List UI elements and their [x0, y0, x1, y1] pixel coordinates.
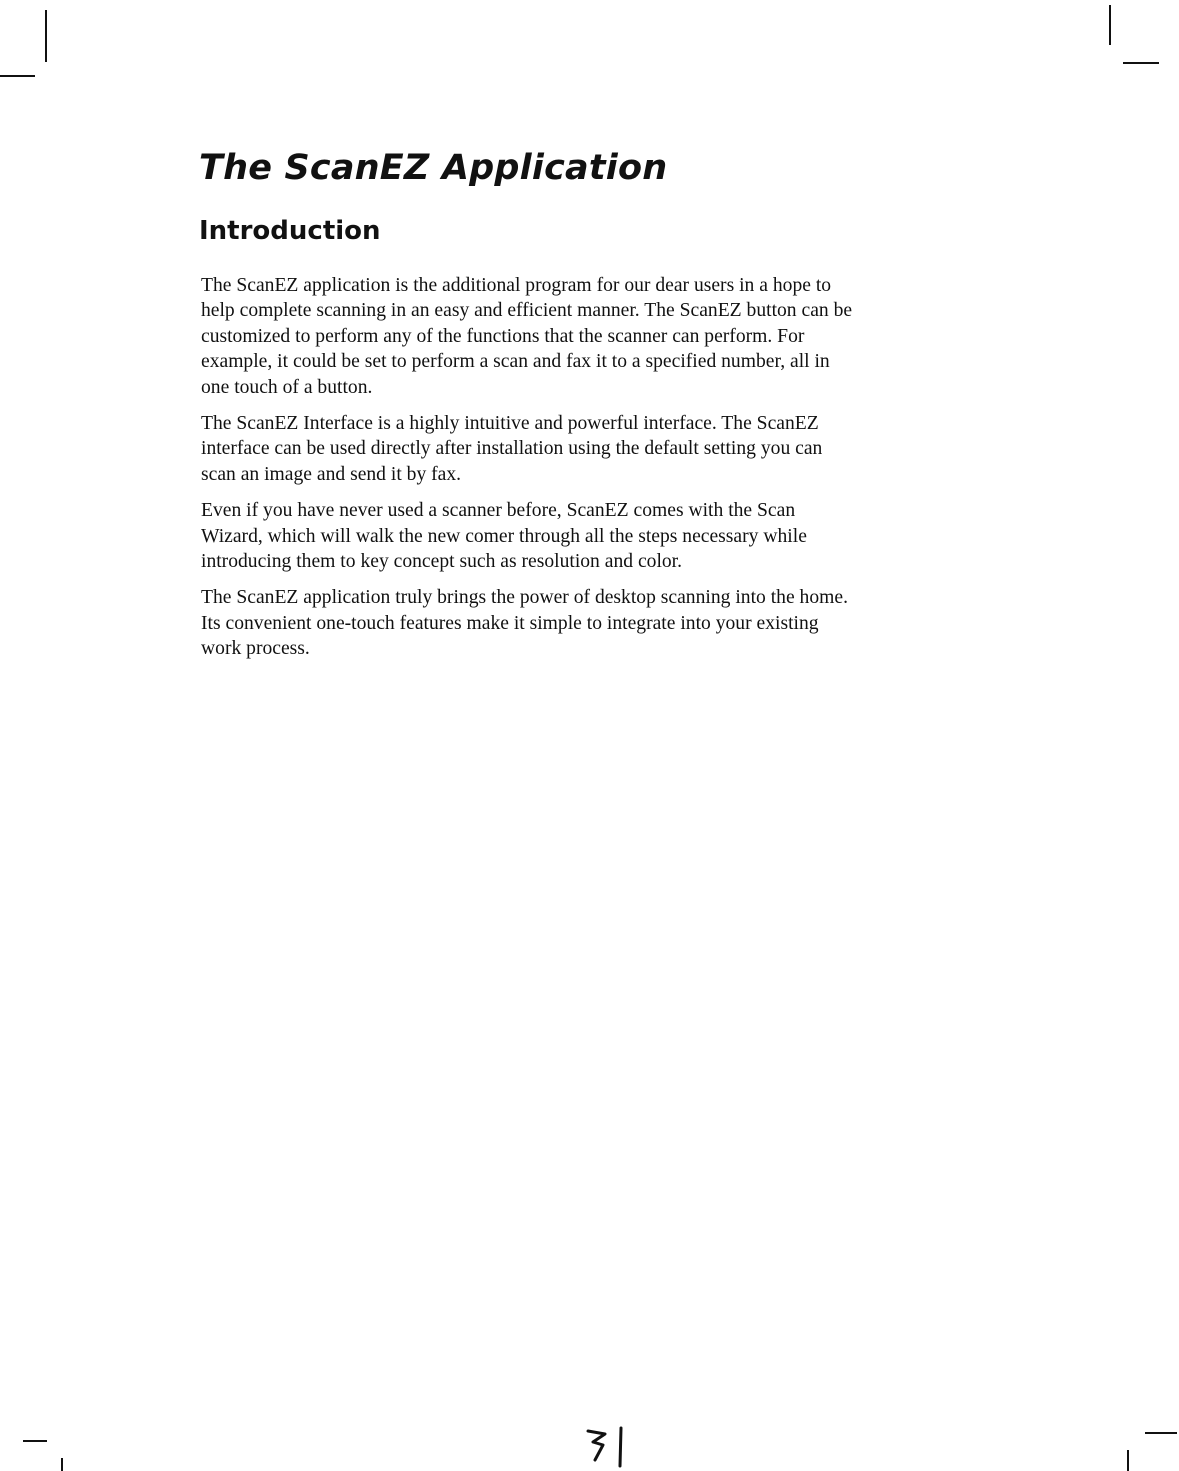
text-line: Wizard, which will walk the new comer through all the steps necessary while [201, 525, 807, 547]
text-line: customized to perform any of the functions that the scanner can perform. For [201, 325, 805, 347]
text-line: interface can be used directly after installation using the default setting you can [201, 438, 823, 460]
text-line: Even if you have never used a scanner before, ScanEZ comes with the Scan [201, 500, 796, 522]
paragraph-2 [201, 411, 981, 487]
text-line: Its convenient one-touch features make it simple to integrate into your existing [201, 612, 819, 634]
text-line: one touch of a button. [201, 376, 373, 398]
handwritten-page-number [583, 1420, 643, 1470]
paragraph-1 [201, 273, 981, 400]
crop-mark-top-left-horizontal [0, 75, 35, 77]
crop-mark-bottom-right-vertical [1127, 1450, 1129, 1471]
body-text [201, 273, 981, 673]
text-line: introducing them to key concept such as resolution and color. [201, 551, 683, 573]
text-line: work process. [201, 638, 310, 660]
text-line: The ScanEZ application truly brings the power of desktop scanning into the home. [201, 587, 848, 609]
text-line: The ScanEZ application is the additional program for our dear users in a hope to [201, 275, 832, 296]
crop-mark-top-left-vertical [45, 10, 47, 62]
text-line: The ScanEZ Interface is a highly intuitive and powerful interface. The ScanEZ [201, 413, 819, 435]
text-line: scan an image and send it by fax. [201, 463, 462, 485]
crop-mark-bottom-left-horizontal [23, 1440, 47, 1442]
paragraph-3 [201, 498, 981, 574]
page-title: The ScanEZ Application [199, 148, 668, 188]
crop-mark-top-right-vertical [1109, 5, 1111, 45]
text-line: help complete scanning in an easy and efficient manner. The ScanEZ button can be [201, 300, 853, 322]
crop-mark-top-right-horizontal [1123, 62, 1159, 64]
crop-mark-bottom-left-vertical [61, 1458, 63, 1471]
section-heading: Introduction [199, 216, 381, 246]
paragraph-4 [201, 585, 981, 661]
page-number-glyph [583, 1420, 643, 1470]
crop-mark-bottom-right-horizontal [1145, 1432, 1177, 1434]
text-line: example, it could be set to perform a scan and fax it to a specified number, all in [201, 351, 830, 373]
